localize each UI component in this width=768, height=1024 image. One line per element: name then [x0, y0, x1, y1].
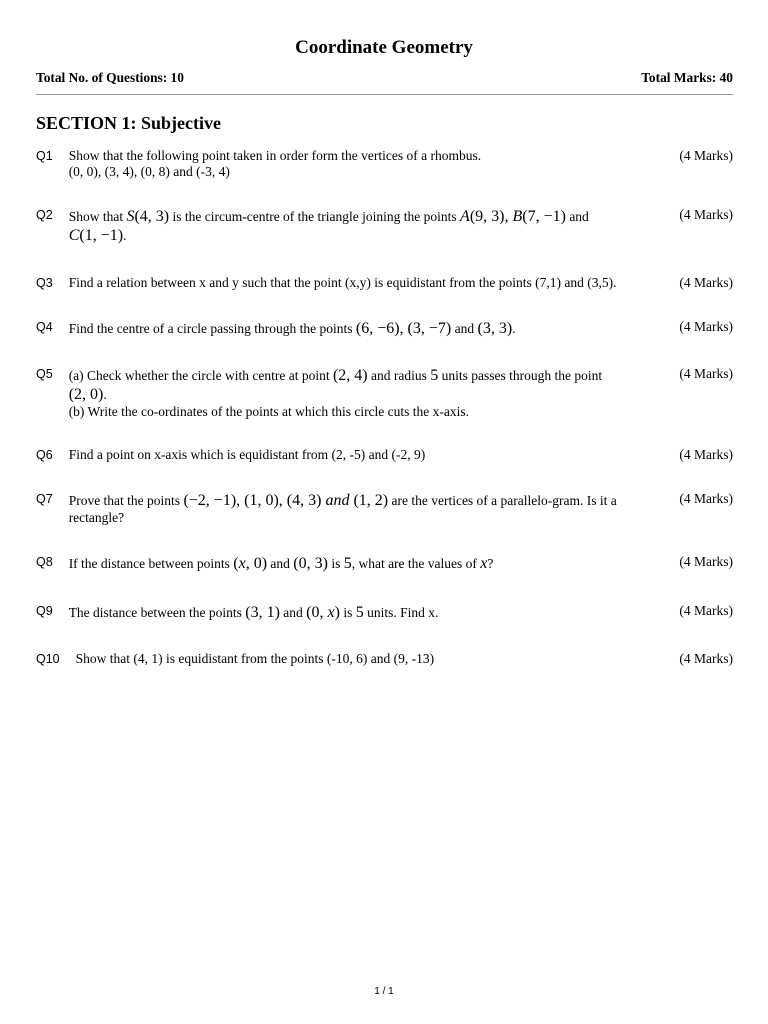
math-variable: C [68, 227, 80, 244]
text-run: (0, 0), (3, 4), (0, 8) and (-3, 4) [68, 164, 230, 179]
question-number: Q4 [36, 320, 53, 334]
math-expression: (2, 0) [68, 386, 104, 403]
math-expression: (1, 2) [349, 492, 389, 509]
math-expression: (4, 3) [134, 208, 170, 225]
question-text [69, 554, 623, 573]
question-row [36, 207, 733, 245]
question-text [69, 366, 623, 420]
text-run: Show that (4, 1) is equidistant from the points (-10, 6) and (9, -13) [75, 651, 435, 666]
header-divider [36, 94, 733, 95]
question-number: Q5 [36, 367, 53, 381]
document-meta [36, 70, 733, 86]
question-row [36, 319, 733, 338]
math-expression: 5 [355, 604, 364, 621]
math-expression: (−2, −1), (1, 0), (4, 3) [183, 492, 326, 509]
question-text [69, 491, 623, 526]
question-row [36, 148, 733, 180]
question-number: Q2 [36, 208, 53, 222]
math-expression: (9, 3), [469, 208, 513, 225]
question-line [69, 275, 623, 291]
question-row [36, 275, 733, 291]
question-line [69, 447, 623, 463]
math-expression: 5 [430, 367, 439, 384]
text-run: (b) Write the co-ordinates of the points at which this circle cuts the x-axis. [68, 404, 470, 419]
text-run: and [451, 321, 478, 336]
question-row [36, 603, 733, 622]
question-marks: (4 Marks) [679, 275, 733, 290]
question-line [69, 226, 623, 245]
text-run: . [123, 228, 127, 243]
text-run: (a) Check whether the circle with centre at point [68, 368, 333, 383]
question-line [69, 207, 623, 226]
text-run: and [267, 556, 294, 571]
question-line [69, 319, 623, 338]
math-expression: (7, −1) [522, 208, 566, 225]
question-line [69, 366, 623, 385]
math-expression: ( [233, 555, 239, 572]
math-expression: (3, 3) [477, 320, 513, 337]
math-expression: ) [334, 604, 340, 621]
text-run: and [565, 209, 589, 224]
question-line [69, 554, 623, 573]
question-marks: (4 Marks) [679, 491, 733, 506]
math-variable: and [325, 492, 350, 509]
question-text [69, 207, 623, 245]
question-line [69, 404, 623, 420]
question-number: Q6 [36, 448, 53, 462]
text-run: units passes through the point [438, 368, 603, 383]
math-expression: (1, −1) [79, 227, 124, 244]
text-run: , what are the values of [351, 556, 481, 571]
question-line [69, 385, 623, 404]
question-text [69, 603, 623, 622]
text-run: Prove that the points [68, 493, 184, 508]
text-run: rectangle? [68, 510, 125, 525]
question-number: Q8 [36, 555, 53, 569]
question-text [69, 319, 623, 338]
question-marks: (4 Marks) [679, 148, 733, 163]
question-row [36, 366, 733, 420]
question-line [69, 164, 623, 180]
math-variable: S [126, 208, 135, 225]
math-variable: x [327, 604, 335, 621]
question-marks: (4 Marks) [679, 447, 733, 462]
text-run: Show that the following point taken in order form the vertices of a rhombus. [68, 148, 482, 163]
math-expression: 5 [343, 555, 352, 572]
question-text [76, 651, 623, 667]
question-text [69, 447, 623, 463]
question-marks: (4 Marks) [679, 651, 733, 666]
total-questions: Total No. of Questions: 10 [36, 70, 184, 85]
text-run: units. Find x. [363, 605, 439, 620]
question-marks: (4 Marks) [679, 207, 733, 222]
math-variable: A [460, 208, 470, 225]
question-number: Q7 [36, 492, 53, 506]
text-run: ? [487, 556, 494, 571]
question-number: Q1 [36, 149, 53, 163]
text-run: The distance between the points [68, 605, 246, 620]
text-run: Find the centre of a circle passing through the points [68, 321, 356, 336]
text-run: If the distance between points [68, 556, 234, 571]
question-text [69, 148, 623, 180]
question-number: Q10 [36, 652, 60, 666]
document-title: Coordinate Geometry [295, 37, 473, 58]
question-marks: (4 Marks) [679, 554, 733, 569]
text-run: and radius [367, 368, 431, 383]
question-row [36, 447, 733, 463]
text-run: . [512, 321, 516, 336]
text-run: are the vertices of a parallelo-gram. Is it a [388, 493, 617, 508]
math-variable: B [512, 208, 523, 225]
question-line [69, 148, 623, 164]
text-run: Find a relation between x and y such that the point (x,y) is equidistant from the points (7,1) and (3,5). [68, 275, 617, 290]
question-line [69, 510, 623, 526]
question-marks: (4 Marks) [679, 603, 733, 618]
math-variable: x [238, 555, 246, 572]
math-variable: x [480, 555, 488, 572]
question-line [76, 651, 623, 667]
question-marks: (4 Marks) [679, 319, 733, 334]
text-run: Find a point on x-axis which is equidistant from (2, -5) and (-2, 9) [68, 447, 426, 462]
question-row [36, 554, 733, 573]
text-run: and [279, 605, 307, 620]
text-run: is the circum-centre of the triangle joining the points [169, 209, 461, 224]
math-expression: (2, 4) [332, 367, 368, 384]
text-run: Show that [68, 209, 127, 224]
text-run: is [327, 556, 344, 571]
math-expression: (0, 3) [293, 555, 328, 572]
math-expression: (0, [306, 604, 328, 621]
question-number: Q3 [36, 276, 53, 290]
question-line [69, 491, 623, 510]
section-heading: SECTION 1: Subjective [36, 113, 222, 133]
total-marks: Total Marks: 40 [641, 70, 733, 85]
question-row [36, 651, 733, 667]
text-run: is [339, 605, 356, 620]
question-number: Q9 [36, 604, 53, 618]
math-expression: (3, 1) [245, 604, 280, 621]
page-indicator: 1 / 1 [374, 986, 394, 997]
question-marks: (4 Marks) [679, 366, 733, 381]
question-row [36, 491, 733, 526]
math-expression: (6, −6), (3, −7) [355, 320, 452, 337]
math-expression: , 0) [245, 555, 268, 572]
question-line [69, 603, 623, 622]
question-text [69, 275, 623, 291]
text-run: . [103, 387, 107, 402]
